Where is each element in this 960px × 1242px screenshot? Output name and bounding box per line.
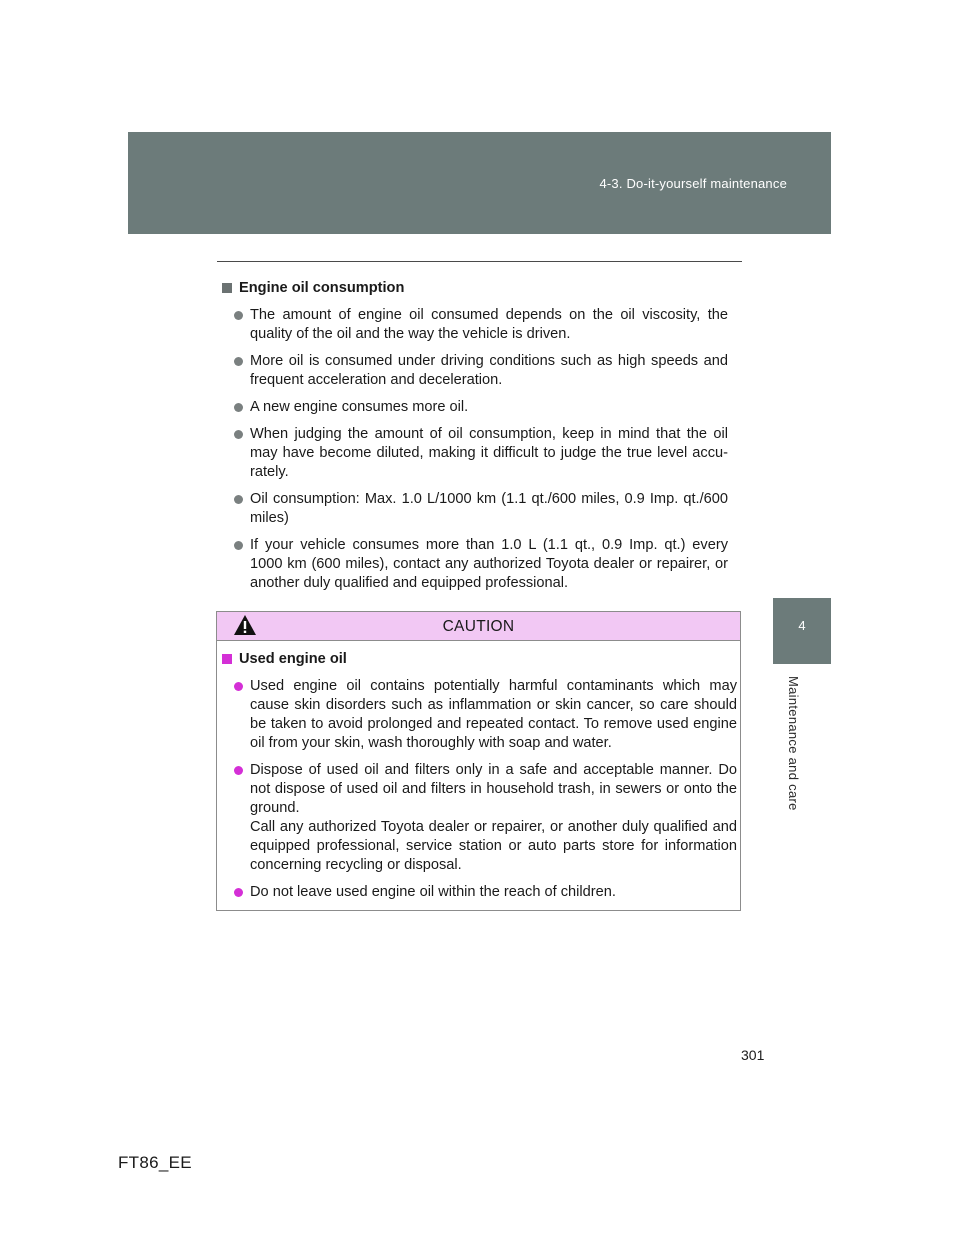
caution-heading: [222, 650, 737, 669]
list-item-text: A new engine consumes more oil.: [250, 399, 469, 415]
caution-list-item: [222, 883, 737, 902]
square-bullet-icon: [222, 283, 232, 293]
caution-header: [217, 612, 740, 641]
bullet-dot-icon: [234, 430, 243, 439]
list-item-text: Dispose of used oil and filters only in a safe and acceptable manner. Do not dispose of used oil and filters in household trash, in sewers or onto the ground.: [250, 762, 737, 816]
page-number: 301: [741, 1047, 765, 1063]
bullet-dot-icon: [234, 495, 243, 504]
list-item: [222, 490, 728, 528]
bullet-dot-icon: [234, 311, 243, 320]
section-title: 4-3. Do-it-yourself maintenance: [599, 176, 787, 191]
list-item: [222, 352, 728, 390]
bullet-dot-icon: [234, 682, 243, 691]
list-item-text: Do not leave used engine oil within the reach of children.: [250, 884, 616, 900]
bullet-dot-icon: [234, 541, 243, 550]
caution-box: [216, 611, 741, 911]
list-item: [222, 398, 728, 417]
bullet-dot-icon: [234, 766, 243, 775]
bullet-dot-icon: [234, 888, 243, 897]
list-item: [222, 425, 728, 482]
list-item-text-continued: Call any authorized Toyota dealer or repairer, or another duly qualified and equipped professional, service station or auto parts store for information concerning recycling or disposal.: [250, 819, 737, 873]
bullet-dot-icon: [234, 403, 243, 412]
square-bullet-icon: [222, 654, 232, 664]
caution-title: CAUTION: [442, 618, 515, 635]
chapter-number: 4: [798, 618, 806, 633]
list-item-text: Oil consumption: Max. 1.0 L/1000 km (1.1 qt./600 miles, 0.9 Imp. qt./600 miles): [250, 491, 728, 526]
chapter-label: Maintenance and care: [786, 676, 801, 811]
list-item-text: The amount of engine oil consumed depends on the oil viscosity, the quality of the oil and the way the vehicle is driven.: [250, 307, 728, 342]
list-item: [222, 306, 728, 344]
list-item: [222, 536, 728, 593]
caution-list-item: [222, 761, 737, 875]
section-heading: [222, 279, 728, 298]
header-band: [128, 132, 831, 234]
document-code: FT86_EE: [118, 1153, 192, 1172]
bullet-dot-icon: [234, 357, 243, 366]
heading-text: Used engine oil: [239, 651, 347, 667]
caution-body: [222, 650, 737, 910]
oil-consumption-section: [222, 279, 728, 601]
caution-list-item: [222, 677, 737, 753]
chapter-tab: [773, 598, 831, 664]
top-divider: [217, 261, 742, 262]
list-item-text: If your vehicle consumes more than 1.0 L (1.1 qt., 0.9 Imp. qt.) every 1000 km (600 miles), contact any authorized Toyota dealer or repairer, or another duly qualified and equipped professional.: [250, 537, 728, 591]
heading-text: Engine oil consumption: [239, 280, 405, 296]
list-item-text: Used engine oil contains potentially harmful contaminants which may cause skin disorders such as inflammation or skin cancer, so care should be taken to avoid prolonged and repeated contact. To remove used engine oil from your skin, wash thoroughly with soap and water.: [250, 678, 737, 751]
list-item-text: More oil is consumed under driving conditions such as high speeds and frequent acceleration and deceleration.: [250, 353, 728, 388]
list-item-text: When judging the amount of oil consumption, keep in mind that the oil may have become diluted, making it difficult to judge the true level accu-rately.: [250, 426, 728, 480]
